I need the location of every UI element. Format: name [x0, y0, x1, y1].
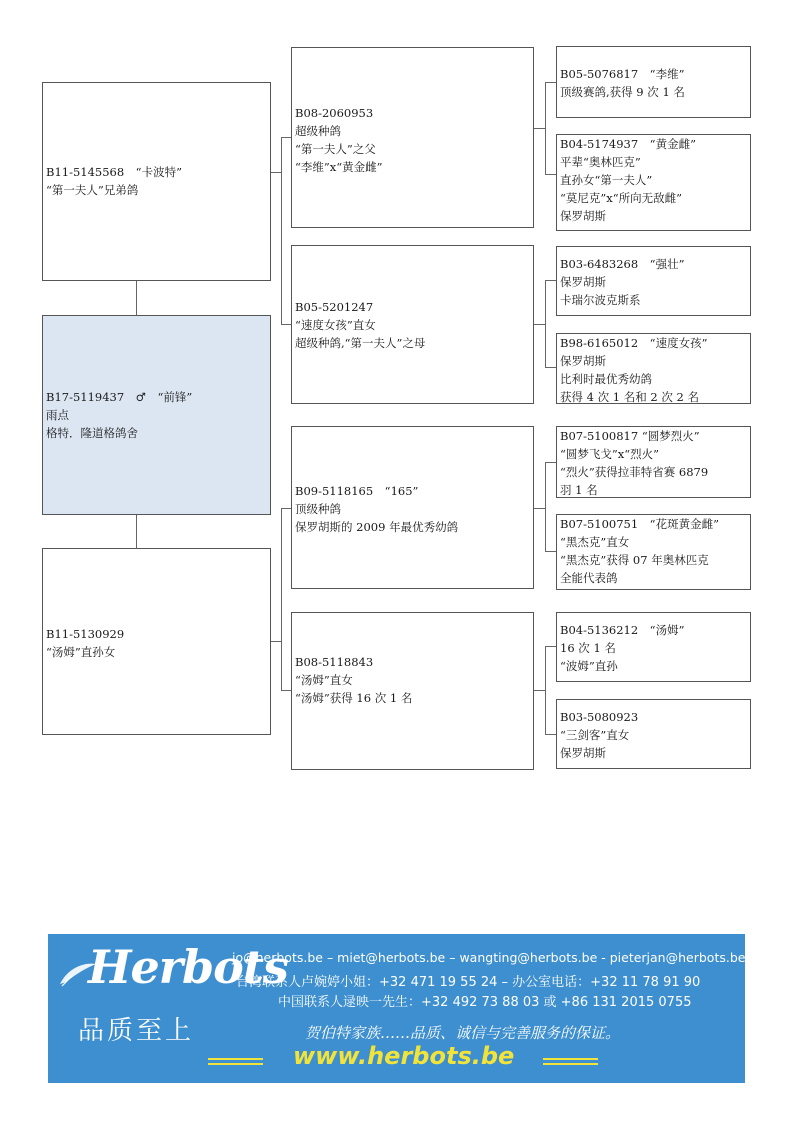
gen3-box-2 — [556, 134, 751, 231]
dam-line-2: “汤姆”直孙女 — [46, 645, 116, 659]
website-link[interactable]: www.herbots.be — [293, 1042, 515, 1070]
connector-gen2-1 — [281, 137, 291, 138]
connector-g3-8 — [545, 734, 556, 735]
connector-g3-6 — [545, 551, 556, 552]
gen2-box-2 — [291, 245, 534, 404]
gen3-box-4 — [556, 333, 751, 404]
gen3-8-line-2: “三剑客”直女 — [560, 728, 630, 742]
gen2-1-line-2: 超级种鸽 — [295, 124, 341, 138]
subject-line-2: 雨点 — [46, 408, 69, 422]
connector-g2-4-branch — [545, 646, 546, 734]
connector-gen2-2 — [281, 324, 291, 325]
subject-line-1: B17-5119437 ♂ “前锋” — [46, 390, 193, 404]
connector-sire-stub — [270, 172, 281, 173]
contact-taiwan: 台湾联系人卢婉婷小姐：+32 471 19 55 24 – 办公室电话：+32 11 78 91 90 — [236, 975, 701, 990]
sire-box — [42, 82, 271, 281]
footer-banner — [48, 934, 745, 1083]
connector-g2-1-branch — [545, 82, 546, 174]
gen3-2-line-2: 平辈“奥林匹克” — [560, 155, 641, 169]
gen3-5-line-3: “烈火”获得拉菲特省赛 6879 — [560, 465, 709, 479]
connector-g3-2 — [545, 174, 556, 175]
sire-line-2: “第一夫人”兄弟鸽 — [46, 183, 139, 197]
gen2-1-line-4: “李维”x“黄金雌” — [295, 160, 383, 174]
connector-g2-3-stub — [533, 508, 545, 509]
gen3-2-line-4: “莫尼克”x“所向无敌雌” — [560, 191, 683, 205]
gen2-2-line-2: “速度女孩”直女 — [295, 318, 376, 332]
gen3-box-1 — [556, 46, 751, 118]
gen3-5-line-1: B07-5100817 “圆梦烈火” — [560, 429, 700, 443]
gen3-3-line-1: B03-6483268 “强壮” — [560, 257, 685, 271]
gen2-3-line-1: B09-5118165 “165” — [295, 484, 419, 498]
gen2-box-4 — [291, 612, 534, 770]
connector-subject-dam — [136, 514, 137, 549]
gen3-6-line-1: B07-5100751 “花斑黄金雌” — [560, 517, 719, 531]
connector-sire-subject — [136, 281, 137, 316]
gen2-box-3 — [291, 426, 534, 589]
subject-line-3: 格特．隆道格鸽舍 — [46, 426, 138, 440]
gen3-box-6 — [556, 514, 751, 590]
connector-g3-1 — [545, 82, 556, 83]
contact-emails[interactable]: jo@herbots.be – miet@herbots.be – wangting@herbots.be - pieterjan@herbots.be — [232, 950, 745, 965]
gen3-box-3 — [556, 246, 751, 316]
connector-gen2-3 — [281, 508, 291, 509]
gen3-3-line-3: 卡瑞尔波克斯系 — [560, 293, 641, 307]
gen3-box-8 — [556, 699, 751, 769]
gen3-2-line-3: 直孙女“第一夫人” — [560, 173, 653, 187]
right-decoration — [543, 1058, 598, 1060]
gen2-2-line-1: B05-5201247 — [295, 300, 374, 314]
sire-line-1: B11-5145568 “卡波特” — [46, 165, 182, 179]
gen3-5-line-4: 羽 1 名 — [560, 483, 598, 497]
slogan: 品质至上 — [78, 1016, 195, 1046]
gen3-5-line-2: “圆梦飞戈”x“烈火” — [560, 447, 660, 461]
gen3-1-line-2: 顶级赛鸽,获得 9 次 1 名 — [560, 85, 685, 99]
gen3-8-line-3: 保罗胡斯 — [560, 746, 606, 760]
gen3-3-line-2: 保罗胡斯 — [560, 275, 606, 289]
tagline: 贺伯特家族……品质、诚信与完善服务的保证。 — [305, 1024, 621, 1042]
gen2-2-line-3: 超级种鸽,“第一夫人”之母 — [295, 336, 426, 350]
gen3-4-line-3: 比利时最优秀幼鸽 — [560, 372, 652, 386]
gen3-2-line-5: 保罗胡斯 — [560, 209, 606, 223]
subject-box — [42, 315, 271, 515]
connector-g2-4-stub — [533, 690, 545, 691]
gen3-7-line-3: “波姆”直孙 — [560, 659, 618, 673]
gen2-box-1 — [291, 47, 534, 228]
contact-china: 中国联系人逯映一先生：+32 492 73 88 03 或 +86 131 2015 0755 — [278, 995, 692, 1010]
dam-line-1: B11-5130929 — [46, 627, 125, 641]
connector-g2-2-stub — [533, 324, 545, 325]
gen2-4-line-1: B08-5118843 — [295, 655, 374, 669]
gen3-6-line-4: 全能代表鸽 — [560, 571, 618, 585]
connector-g2-2-branch — [545, 280, 546, 367]
gen3-6-line-3: “黑杰克”获得 07 年奥林匹克 — [560, 553, 709, 567]
right-decoration-2 — [543, 1063, 598, 1065]
gen3-box-7 — [556, 612, 751, 682]
gen3-4-line-1: B98-6165012 “速度女孩” — [560, 336, 708, 350]
connector-g3-7 — [545, 646, 556, 647]
gen2-3-line-3: 保罗胡斯的 2009 年最优秀幼鸽 — [295, 520, 459, 534]
gen2-1-line-3: “第一夫人”之父 — [295, 142, 376, 156]
gen3-6-line-2: “黑杰克”直女 — [560, 535, 630, 549]
connector-g2-1-stub — [533, 128, 545, 129]
gen2-3-line-2: 顶级种鸽 — [295, 502, 341, 516]
herbots-logo: Herbots — [88, 940, 288, 994]
gen3-1-line-1: B05-5076817 “李维” — [560, 67, 685, 81]
connector-g3-3 — [545, 280, 556, 281]
left-decoration — [208, 1058, 263, 1060]
left-decoration-2 — [208, 1063, 263, 1065]
gen3-box-5 — [556, 426, 751, 498]
dam-box — [42, 548, 271, 735]
connector-g3-5 — [545, 462, 556, 463]
gen2-1-line-1: B08-2060953 — [295, 106, 374, 120]
gen3-4-line-4: 获得 4 次 1 名和 2 次 2 名 — [560, 390, 700, 404]
connector-dam-branch — [281, 508, 282, 690]
connector-gen2-4 — [281, 690, 291, 691]
gen3-7-line-1: B04-5136212 “汤姆” — [560, 623, 685, 637]
gen3-8-line-1: B03-5080923 — [560, 710, 639, 724]
connector-sire-branch — [281, 137, 282, 324]
connector-g3-4 — [545, 367, 556, 368]
gen3-7-line-2: 16 次 1 名 — [560, 641, 616, 655]
connector-g2-3-branch — [545, 462, 546, 551]
gen2-4-line-2: “汤姆”直女 — [295, 673, 353, 687]
connector-dam-stub — [270, 641, 281, 642]
gen3-4-line-2: 保罗胡斯 — [560, 354, 606, 368]
gen2-4-line-3: “汤姆”获得 16 次 1 名 — [295, 691, 413, 705]
gen3-2-line-1: B04-5174937 “黄金雌” — [560, 137, 696, 151]
